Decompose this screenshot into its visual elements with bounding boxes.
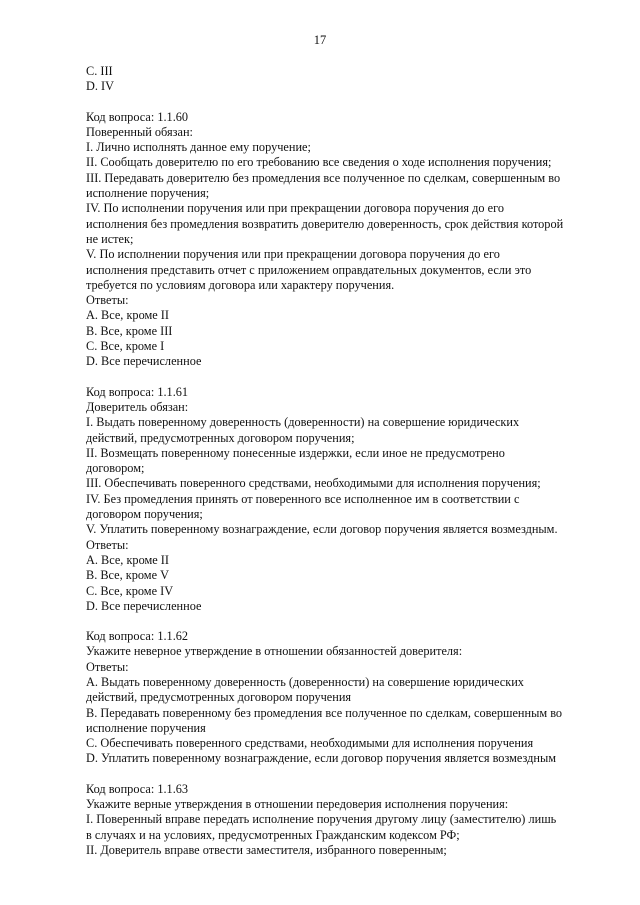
statement-item: V. По исполнении поручения или при прекращении договора поручения до его — [86, 247, 500, 262]
answer-option: B. Все, кроме V — [86, 568, 169, 583]
statement-item: I. Лично исполнять данное ему поручение; — [86, 140, 311, 155]
answer-option: A. Выдать поверенному доверенность (доверенности) на совершение юридических — [86, 674, 524, 689]
answer-option: C. Обеспечивать поверенного средствами, необходимыми для исполнения поручения — [86, 736, 534, 751]
statement-item: IV. Без промедления принять от поверенного все исполненное им в соответствии с — [86, 491, 520, 506]
statement-item: III. Передавать доверителю без промедления все полученное по сделкам, совершенным во — [86, 170, 561, 185]
statement-item: II. Сообщать доверителю по его требованию все сведения о ходе исполнения поручения; — [86, 155, 552, 170]
answer-option: A. Все, кроме II — [86, 552, 169, 567]
question-block — [86, 385, 596, 614]
statement-item: I. Выдать поверенному доверенность (доверенности) на совершение юридических — [86, 415, 520, 430]
answer-option: C. Все, кроме I — [86, 339, 165, 354]
answer-option: A. Все, кроме II — [86, 308, 169, 323]
question-code: Код вопроса: 1.1.60 — [86, 109, 189, 124]
question-text-line: действий, предусмотренных договором поручения; — [86, 430, 355, 445]
question-text-line: исполнение поручения; — [86, 186, 210, 201]
question-text-line: исполнение поручения — [86, 720, 206, 735]
question-text-line: не истек; — [86, 231, 134, 246]
question-block — [86, 629, 596, 767]
document-body — [86, 64, 596, 858]
answer-option: C. III — [86, 64, 113, 78]
statement-item: I. Поверенный вправе передать исполнение поручения другому лицу (заместителю) лишь — [86, 812, 557, 827]
answer-option: D. Уплатить поверенному вознаграждение, если договор поручения является возмездным — [86, 751, 557, 766]
answer-option: D. Все перечисленное — [86, 598, 202, 613]
question-text-line: исполнения без промедления возвратить доверителю доверенность, срок действия которой — [86, 216, 564, 231]
answer-option: C. Все, кроме IV — [86, 583, 174, 598]
question-text-line: Поверенный обязан: — [86, 124, 193, 139]
question-text-line: исполнения представить отчет с приложением оправдательных документов, если это — [86, 262, 532, 277]
question-text-line: договором; — [86, 461, 145, 476]
question-code: Код вопроса: 1.1.62 — [86, 629, 189, 644]
question-text-line: требуется по условиям договора или характеру поручения. — [86, 277, 395, 292]
answer-option: B. Все, кроме III — [86, 323, 173, 338]
question-text-line: Укажите верные утверждения в отношении передоверия исполнения поручения: — [86, 797, 509, 812]
answers-label: Ответы: — [86, 537, 129, 552]
statement-item: IV. По исполнении поручения или при прекращении договора поручения до его — [86, 201, 504, 216]
question-block — [86, 110, 596, 370]
statement-item: III. Обеспечивать поверенного средствами, необходимыми для исполнения поручения; — [86, 476, 541, 491]
statement-item: II. Доверитель вправе отвести заместителя, избранного поверенным; — [86, 842, 447, 857]
question-text-line: договором поручения; — [86, 507, 203, 522]
question-text-line: Доверитель обязан: — [86, 399, 189, 414]
question-code: Код вопроса: 1.1.61 — [86, 384, 189, 399]
question-block — [86, 782, 596, 858]
answers-label: Ответы: — [86, 659, 129, 674]
question-text-line: Укажите неверное утверждение в отношении обязанностей доверителя: — [86, 644, 463, 659]
answer-option: B. Передавать поверенному без промедления все полученное по сделкам, совершенным во — [86, 705, 563, 720]
answer-option: D. Все перечисленное — [86, 354, 202, 369]
answers-label: Ответы: — [86, 293, 129, 308]
previous-question-tail — [86, 64, 596, 95]
statement-item: V. Уплатить поверенному вознаграждение, если договор поручения является возмездным. — [86, 522, 558, 537]
page-number: 17 — [313, 33, 327, 47]
question-code: Код вопроса: 1.1.63 — [86, 781, 189, 796]
answer-option: D. IV — [86, 79, 115, 94]
question-text-line: действий, предусмотренных договором поручения — [86, 690, 352, 705]
statement-item: II. Возмещать поверенному понесенные издержки, если иное не предусмотрено — [86, 445, 505, 460]
question-text-line: в случаях и на условиях, предусмотренных Гражданским кодексом РФ; — [86, 827, 460, 842]
